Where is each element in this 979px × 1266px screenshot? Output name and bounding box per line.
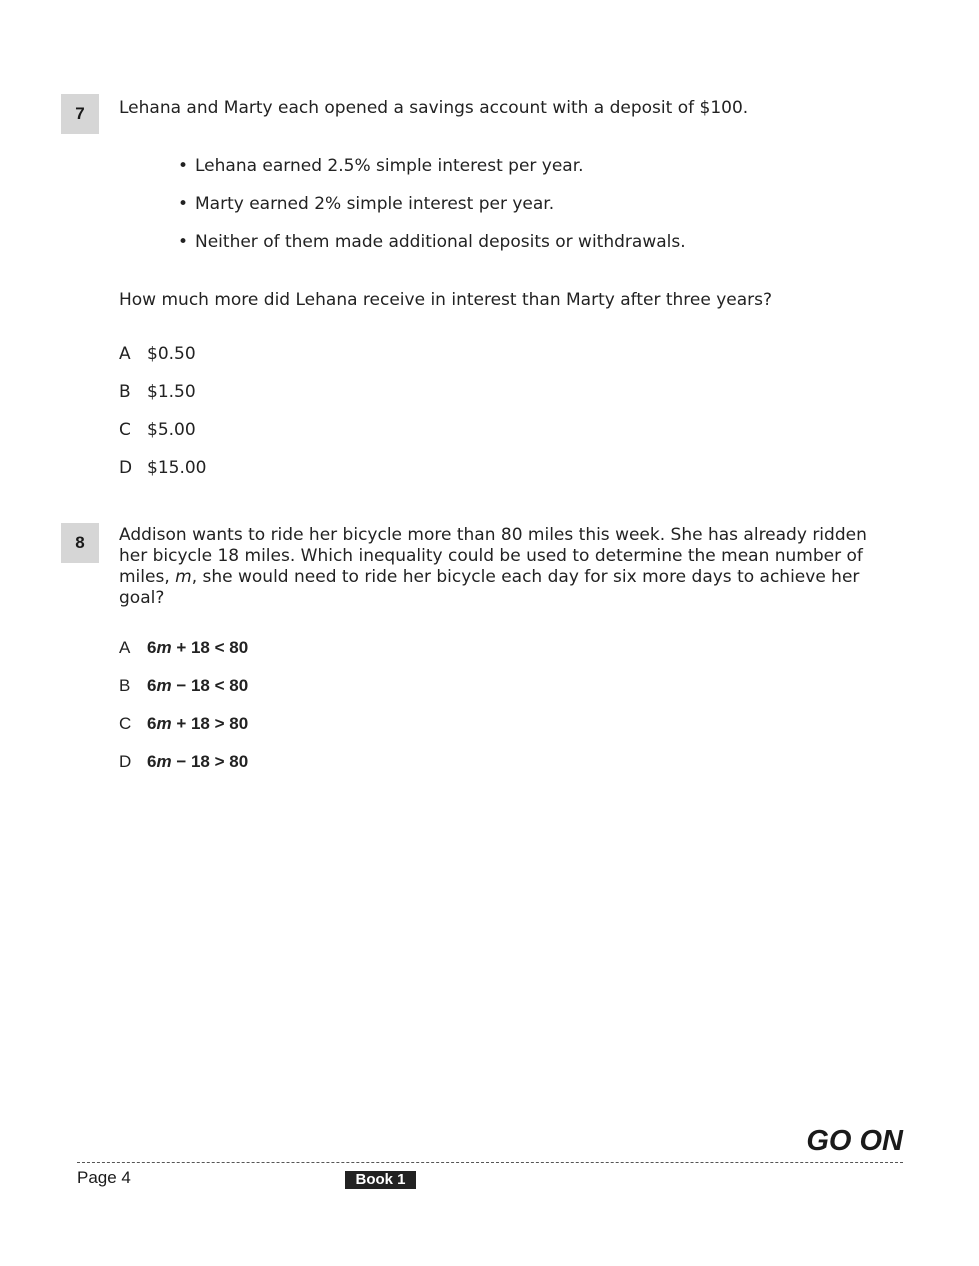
- stem-text: , she would need to ride her bicycle each day for six more days to achieve her goal?: [119, 567, 860, 608]
- question-7-prompt: How much more did Lehana receive in interest than Marty after three years?: [119, 290, 773, 310]
- choice-letter: A: [119, 344, 131, 364]
- question-8-stem: [119, 525, 889, 609]
- choice-letter: C: [119, 714, 132, 733]
- answer-choice-b[interactable]: [119, 675, 248, 713]
- choice-text: $15.00: [147, 458, 207, 478]
- condition-item: • Lehana earned 2.5% simple interest per year.: [178, 156, 686, 194]
- stem-variable: m: [175, 567, 192, 587]
- question-7-conditions: [178, 156, 686, 270]
- choice-text: $0.50: [147, 344, 196, 364]
- answer-choice-a[interactable]: [119, 637, 248, 675]
- choice-letter: A: [119, 638, 131, 657]
- question-number-8: 8: [61, 523, 99, 563]
- stem-text: Addison wants to ride her bicycle more than 80 miles this week. She has already ridden her bicycle 18 miles. Which inequality could be used to determine the mean number of miles,: [119, 525, 867, 587]
- page-number: Page 4: [77, 1168, 131, 1187]
- choice-expression: 6m − 18 < 80: [147, 676, 249, 695]
- condition-item: • Neither of them made additional deposits or withdrawals.: [178, 232, 686, 270]
- choice-letter: D: [119, 752, 132, 771]
- choice-letter: C: [119, 420, 131, 440]
- choice-expression: 6m − 18 > 80: [147, 752, 249, 771]
- question-number-7: 7: [61, 94, 99, 134]
- choice-letter: B: [119, 382, 131, 402]
- answer-choice-d[interactable]: [119, 751, 248, 789]
- choice-text: $1.50: [147, 382, 196, 402]
- footer-divider: [77, 1162, 903, 1163]
- choice-expression: 6m + 18 < 80: [147, 638, 249, 657]
- answer-choice-d[interactable]: [119, 458, 206, 496]
- answer-choice-c[interactable]: [119, 713, 248, 751]
- condition-item: • Marty earned 2% simple interest per year.: [178, 194, 686, 232]
- choice-text: $5.00: [147, 420, 196, 440]
- go-on-label: GO ON: [806, 1125, 903, 1157]
- answer-choice-b[interactable]: [119, 382, 206, 420]
- question-8-choices: [119, 637, 248, 789]
- choice-expression: 6m + 18 > 80: [147, 714, 249, 733]
- choice-letter: B: [119, 676, 131, 695]
- choice-letter: D: [119, 458, 133, 478]
- question-7-stem: Lehana and Marty each opened a savings account with a deposit of $100.: [119, 98, 749, 118]
- answer-choice-c[interactable]: [119, 420, 206, 458]
- question-7-choices: [119, 344, 206, 496]
- answer-choice-a[interactable]: [119, 344, 206, 382]
- book-badge: Book 1: [345, 1171, 416, 1189]
